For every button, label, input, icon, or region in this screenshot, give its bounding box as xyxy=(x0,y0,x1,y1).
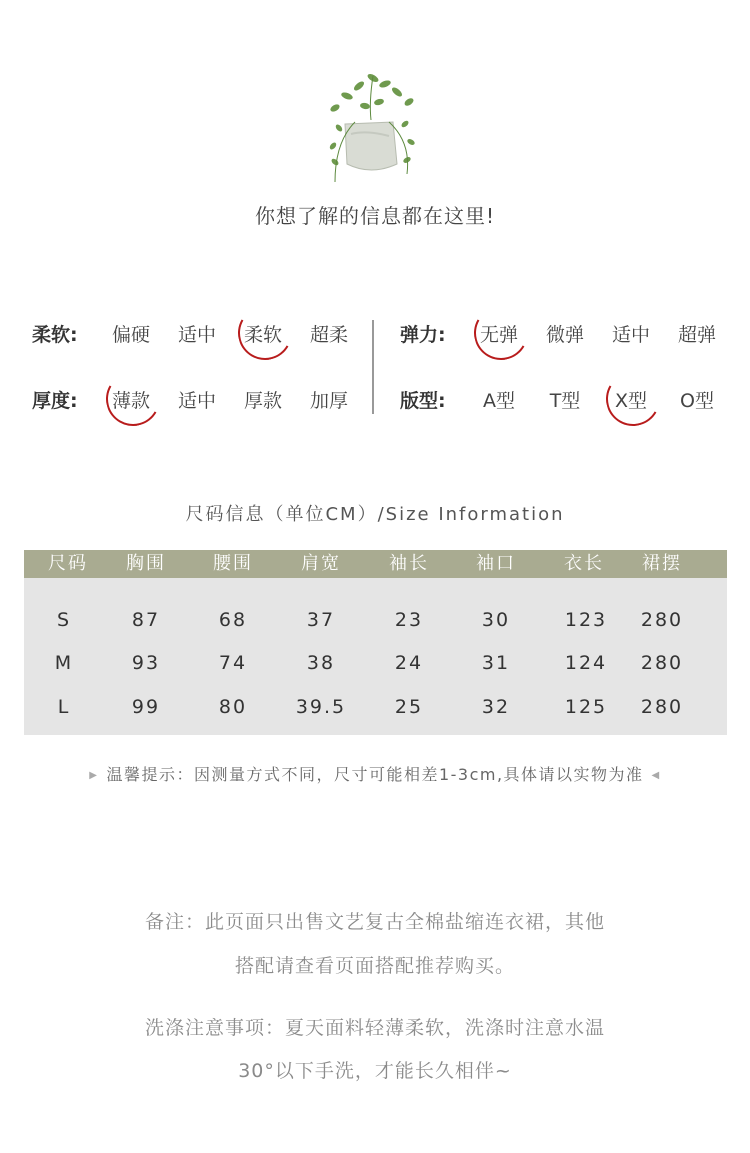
table-cell: 99 xyxy=(131,696,161,718)
fit-label: 版型: xyxy=(400,389,446,412)
softness-option-3-selected: 柔软 xyxy=(230,320,296,347)
table-cell: 125 xyxy=(564,696,608,718)
size-table-header xyxy=(24,550,727,578)
attribute-row-thickness xyxy=(32,383,362,415)
column-header-cuff: 袖口 xyxy=(476,553,516,574)
table-cell: 37 xyxy=(306,609,336,631)
attribute-row-fit xyxy=(400,383,730,415)
table-cell: 124 xyxy=(564,652,608,674)
column-header-sleeve-length: 袖长 xyxy=(389,553,429,574)
table-cell: 93 xyxy=(131,652,161,674)
attribute-divider xyxy=(372,320,374,414)
table-row xyxy=(24,648,727,678)
table-cell: 23 xyxy=(394,609,424,631)
attribute-row-softness xyxy=(32,317,362,349)
softness-label: 柔软: xyxy=(32,323,78,346)
table-cell: 280 xyxy=(640,652,684,674)
softness-option-4: 超柔 xyxy=(309,323,348,346)
elasticity-option-3: 适中 xyxy=(611,323,650,346)
table-cell: 87 xyxy=(131,609,161,631)
fit-option-3-selected: X型 xyxy=(598,386,664,413)
table-cell: 68 xyxy=(218,609,248,631)
tip-note xyxy=(0,762,750,785)
thickness-label: 厚度: xyxy=(32,389,78,412)
table-cell: S xyxy=(56,609,72,631)
table-cell: 74 xyxy=(218,652,248,674)
table-cell: 80 xyxy=(218,696,248,718)
size-info-title: 尺码信息（单位CM）/Size Information xyxy=(185,504,565,525)
fit-option-1: A型 xyxy=(483,389,515,412)
table-cell: 25 xyxy=(394,696,424,718)
softness-option-2: 适中 xyxy=(177,323,216,346)
table-cell: 280 xyxy=(640,609,684,631)
column-header-length: 衣长 xyxy=(564,553,604,574)
wash-note-line-2: 30°以下手洗，才能长久相伴~ xyxy=(238,1060,512,1082)
tip-text: 温馨提示：因测量方式不同，尺寸可能相差1-3cm,具体请以实物为准 xyxy=(106,765,644,784)
table-cell: 30 xyxy=(481,609,511,631)
table-cell: 123 xyxy=(564,609,608,631)
column-header-chest: 胸围 xyxy=(126,553,166,574)
table-cell: M xyxy=(54,652,74,674)
softness-option-1: 偏硬 xyxy=(111,323,150,346)
triangle-left-icon: ◀ xyxy=(651,770,661,781)
thickness-option-2: 适中 xyxy=(177,389,216,412)
table-cell: 38 xyxy=(306,652,336,674)
table-cell: 39.5 xyxy=(295,696,347,718)
thickness-option-1-selected: 薄款 xyxy=(98,386,164,413)
wash-note-line-1: 洗涤注意事项：夏天面料轻薄柔软，洗涤时注意水温 xyxy=(144,1017,605,1039)
elasticity-option-4: 超弹 xyxy=(677,323,716,346)
column-header-hem: 裙摆 xyxy=(642,553,682,574)
attribute-row-elasticity xyxy=(400,317,730,349)
column-header-shoulder: 肩宽 xyxy=(301,553,341,574)
fit-option-4: O型 xyxy=(680,389,714,412)
table-cell: 280 xyxy=(640,696,684,718)
thickness-option-4: 加厚 xyxy=(309,389,348,412)
headline: 你想了解的信息都在这里! xyxy=(254,204,496,228)
table-cell: 24 xyxy=(394,652,424,674)
plant-illustration xyxy=(315,62,427,192)
elasticity-label: 弹力: xyxy=(400,323,446,346)
elasticity-option-2: 微弹 xyxy=(545,323,584,346)
table-cell: L xyxy=(57,696,71,718)
table-row xyxy=(24,605,727,635)
triangle-right-icon: ▶ xyxy=(89,770,99,781)
table-cell: 31 xyxy=(481,652,511,674)
column-header-size: 尺码 xyxy=(48,553,88,574)
remark-line-1: 备注：此页面只出售文艺复古全棉盐缩连衣裙，其他 xyxy=(144,911,605,933)
elasticity-option-1-selected: 无弹 xyxy=(466,320,532,347)
table-row xyxy=(24,692,727,722)
size-table xyxy=(24,550,727,735)
fit-option-2: T型 xyxy=(549,389,581,412)
table-cell: 32 xyxy=(481,696,511,718)
remark-line-2: 搭配请查看页面搭配推荐购买。 xyxy=(234,955,515,977)
column-header-waist: 腰围 xyxy=(213,553,253,574)
thickness-option-3: 厚款 xyxy=(243,389,282,412)
